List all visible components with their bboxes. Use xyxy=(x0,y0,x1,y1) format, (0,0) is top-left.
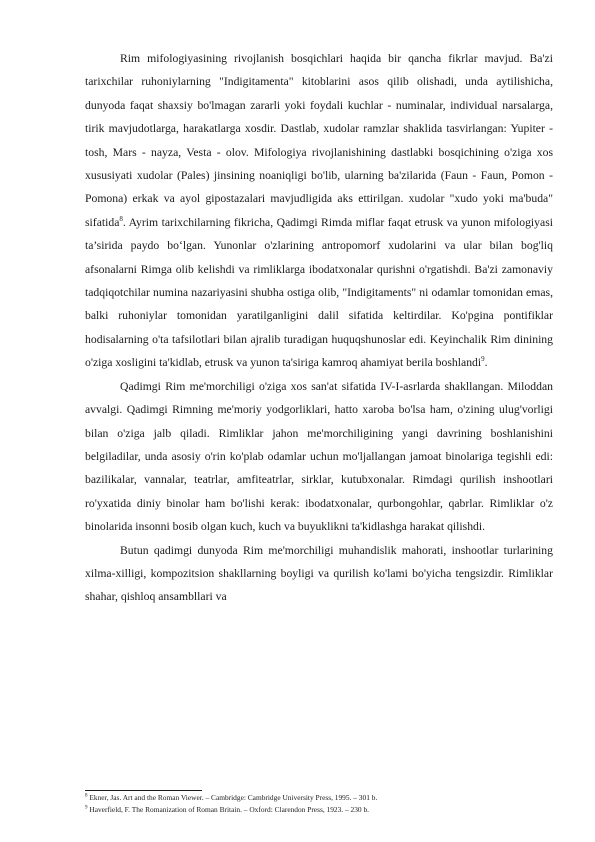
footnote-9 xyxy=(85,804,553,816)
footnote-8-text: Ekner, Jas. Art and the Roman Viewer. – Cambridge: Cambridge University Press, 1995. – 301 b. xyxy=(89,793,378,802)
page-body xyxy=(85,47,553,609)
footnote-9-text: Haverfield, F. The Romanization of Roman Britain. – Oxford: Clarendon Press, 1923. – 230 b. xyxy=(89,805,370,814)
footnote-divider xyxy=(85,790,202,791)
paragraph-2: Qadimgi Rim me'morchiligi o'ziga xos san'at sifatida IV-I-asrlarda shakllangan. Miloddan avvalgi. Qadimgi Rimning me'moriy yodgorliklari, hatto xaroba bo'lsa ham, o'zining ulug'vorligi bilan o'ziga jalb qiladi. Rimliklar jahon me'morchiligining yangi davrining boshlanishini belgiladilar, unda asosiy o'rin ko'plab odamlar uchun mo'ljallangan jamoat binolariga tegishli edi: bazilikalar, vannalar, teatrlar, amfiteatrlar, sirklar, kutubxonalar. Rimdagi qurilish inshootlari ro'yxatida diniy binolar ham bo'lishi kerak: ibodatxonalar, qurbongohlar, qabrlar. Rimliklar o'z binolarida insonni bosib olgan kuch, kuch va buyuklikni ta'kidlashga harakat qilishdi. xyxy=(85,379,553,534)
footnote-8-number: 8 xyxy=(85,793,88,799)
footnote-9-number: 9 xyxy=(85,805,88,811)
paragraph-3: Butun qadimgi dunyoda Rim me'morchiligi muhandislik mahorati, inshootlar turlarining xilma-xilligi, kompozitsion shakllarning boyligi va qurilish ko'lami bo'yicha tengsizdir. Rimliklar shahar, qishloq ansambllari va xyxy=(85,543,553,604)
paragraph-1 xyxy=(85,47,553,375)
paragraph-1-text-a: Rim mifologiyasining rivojlanish bosqichlari haqida bir qancha fikrlar mavjud. Ba'zi tarixchilar ruhoniylarning "Indigitamenta" kitoblarini asos qilib olishadi, unda aytilishicha, dunyoda faqat shaxsiy bo'lmagan zararli yoki foydali kuchlar - numinalar, individual narsalarga, tirik mavjudotlarga, harakatlarga xosdir. Dastlab, xudolar ramzlar shaklida tasvirlangan: Yupiter - tosh, Mars - nayza, Vesta - olov. Mifologiya rivojlanishining dastlabki bosqichining o'ziga xos xususiyati xudolar (Pales) jinsining noaniqligi bo'lib, ularning ba'zilarida (Faun - Faun, Pomon - Pomona) erkak va ayol gipostazalari mavjudligida aks ettirilgan. xudolar "xudo yoki ma'buda" sifatida xyxy=(85,52,553,229)
paragraph-1-text-b: . Ayrim tarixchilarning fikricha, Qadimgi Rimda miflar faqat etrusk va yunon mifologiyasi ta’sirida paydo bo‘lgan. Yunonlar o'zlarining antropomorf xudolarini va ular bilan bog'liq afsonalarni Rimga olib kelishdi va rimliklarga ibodatxonalar qurishni o'rgatishdi. Ba'zi zamonaviy tadqiqotchilar numina nazariyasini shubha ostiga olib, "Indigitaments" ni odamlar tomonidan emas, balki ruhoniylar tomonidan yaratilganligini dalil sifatida keltirdilar. Ko'pgina pontifiklar hodisalarning o'ta tafsilotlari bilan ajralib turadigan huquqshunoslar edi. Keyinchalik Rim dinining o'ziga xosligini ta'kidlab, etrusk va yunon ta'siriga kamroq ahamiyat berila boshlandi xyxy=(85,215,553,370)
footnote-ref-8[interactable]: 8 xyxy=(119,214,123,223)
paragraph-1-text-c: . xyxy=(484,356,488,370)
footnotes-section xyxy=(85,790,553,816)
footnote-8 xyxy=(85,792,553,804)
footnote-ref-9[interactable]: 9 xyxy=(481,355,485,364)
